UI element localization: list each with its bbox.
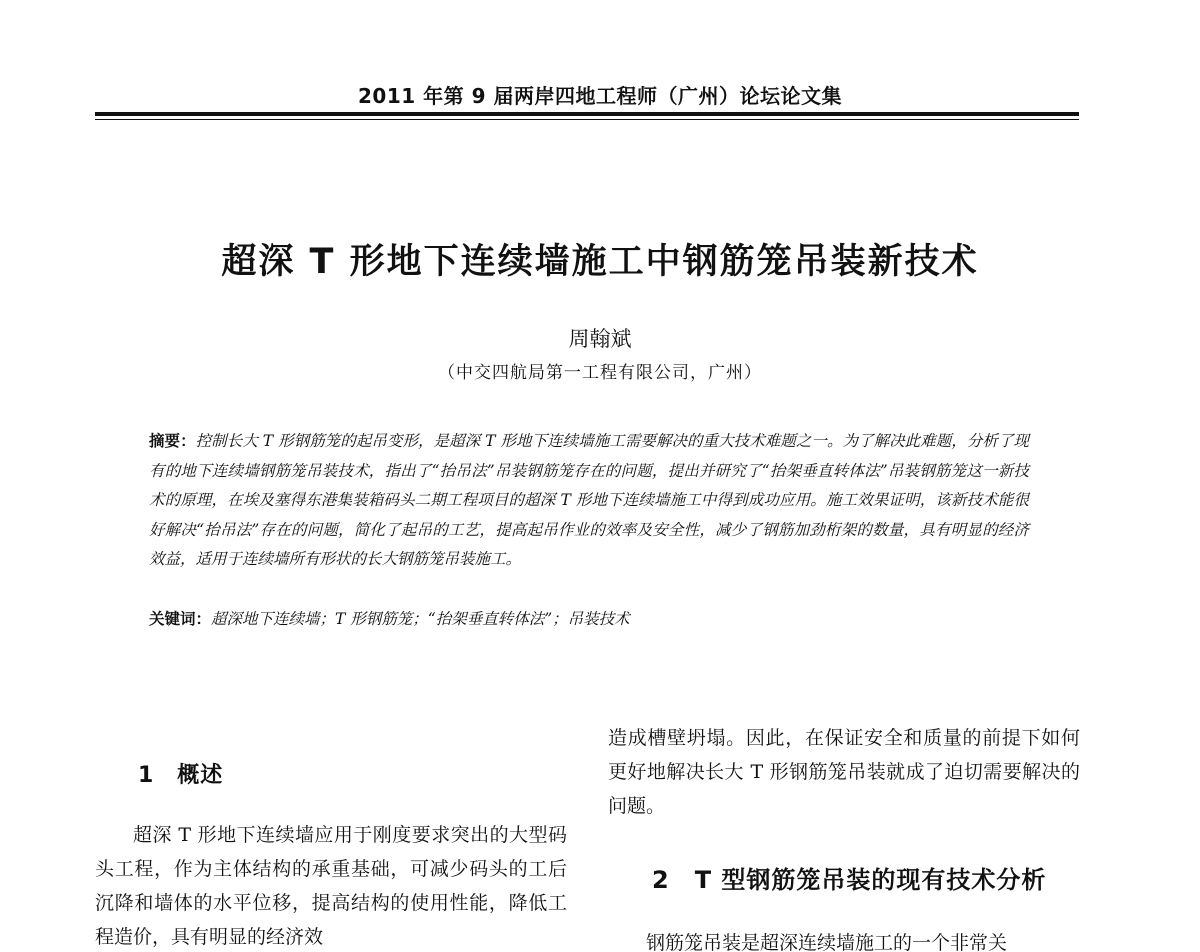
keywords	[149, 605, 1029, 635]
header-rule-thick	[95, 112, 1079, 116]
header-rule-thin	[95, 119, 1079, 120]
article-title: 超深 T 形地下连续墙施工中钢筋笼吊装新技术	[221, 242, 979, 282]
running-header: 2011 年第 9 届两岸四地工程师（广州）论坛论文集	[358, 84, 842, 108]
abstract-label: 摘要：	[149, 432, 196, 450]
abstract-text: 控制长大 T 形钢筋笼的起吊变形，是超深 T 形地下连续墙施工需要解决的重大技术难题之一。为了解决此难题，分析了现有的地下连续墙钢筋笼吊装技术，指出了“抬吊法”吊装钢筋笼存在的问题，提出并研究了“抬架垂直转体法”吊装钢筋笼这一新技术的原理，在埃及塞得东港集装箱码头二期工程项目的超深 T 形地下连续墙施工中得到成功应用。施工效果证明，该新技术能很好解决“抬吊法”存在的问题，简化了起吊的工艺，提高起吊作业的效率及安全性，减少了钢筋加劲桁架的数量，具有明显的经济效益，适用于连续墙所有形状的长大钢筋笼吊装施工。	[149, 432, 1029, 568]
keywords-text: 超深地下连续墙；T 形钢筋笼；“抬架垂直转体法”；吊装技术	[211, 610, 630, 628]
abstract	[149, 427, 1029, 575]
right-column-paragraph: 造成槽壁坍塌。因此，在保证安全和质量的前提下如何更好地解决长大 T 形钢筋笼吊装就成了迫切需要解决的问题。	[608, 727, 1080, 817]
section-2-heading: 2 T 型钢筋笼吊装的现有技术分析	[652, 866, 1047, 894]
section-1-heading: 1 概述	[138, 763, 224, 788]
author-name: 周翰斌	[568, 327, 632, 351]
section-2-paragraph: 钢筋笼吊装是超深连续墙施工的一个非常关	[646, 932, 1008, 952]
keywords-label: 关键词：	[149, 610, 212, 628]
author-affiliation: （中交四航局第一工程有限公司，广州）	[438, 363, 762, 383]
section-1-paragraph: 超深 T 形地下连续墙应用于刚度要求突出的大型码头工程，作为主体结构的承重基础，可减少码头的工后沉降和墙体的水平位移，提高结构的使用性能，降低工程造价，具有明显的经济效	[95, 824, 567, 948]
